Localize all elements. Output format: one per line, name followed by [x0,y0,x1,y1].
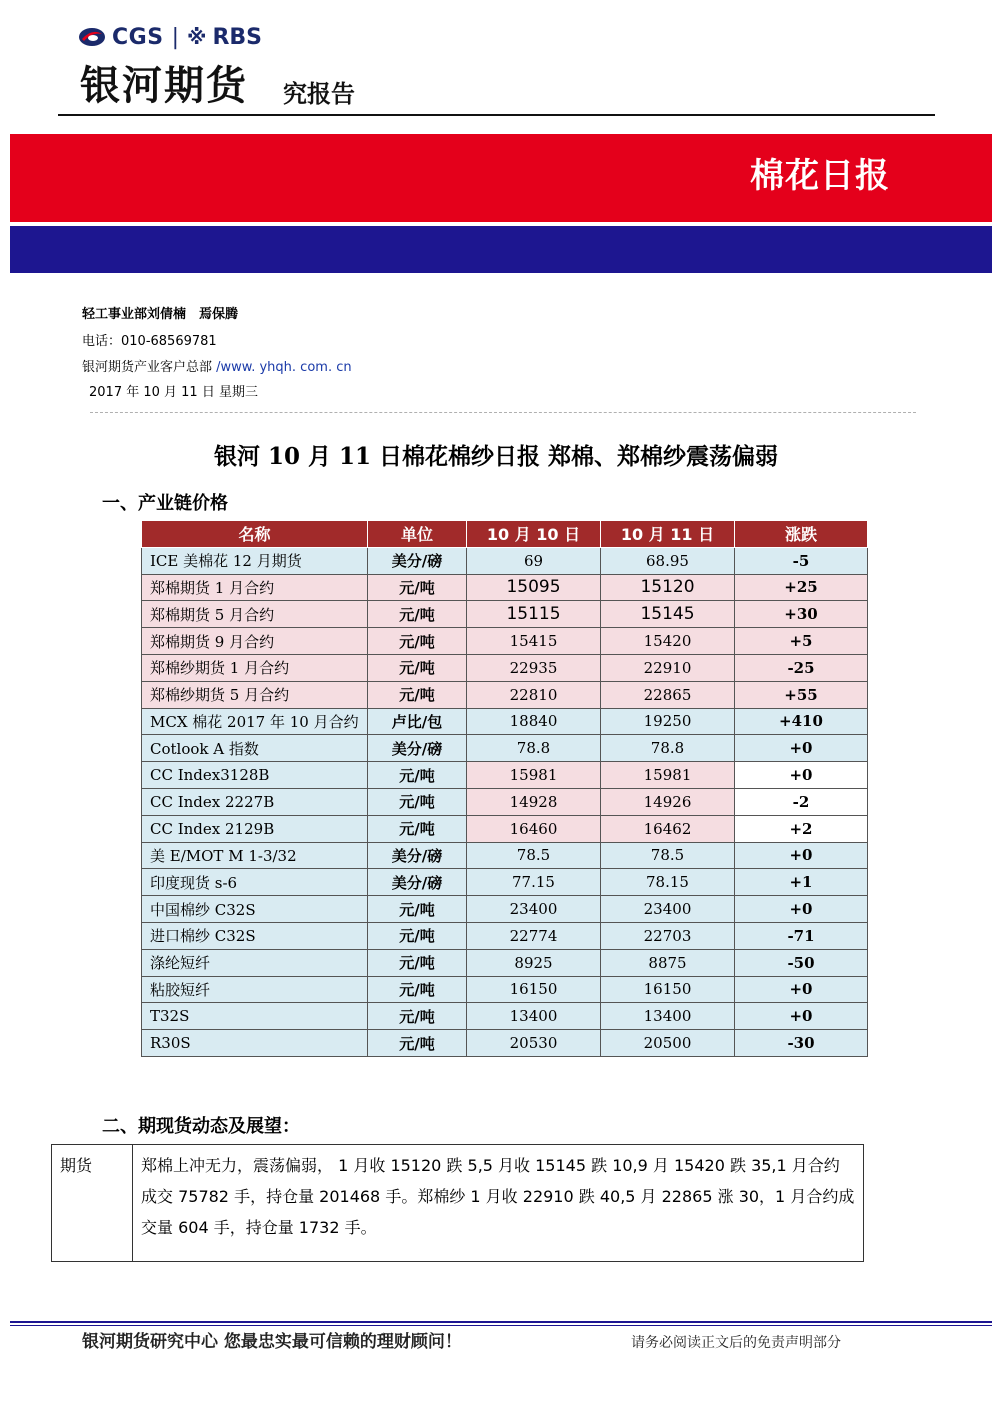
report-date: 2017 年 10 月 11 日 星期三 [89,385,258,400]
cgs-swirl-icon [78,26,106,48]
table-row [142,681,868,708]
company-logo [78,22,262,52]
row-oct10: 22810 [467,681,601,708]
row-oct11: 22865 [601,681,735,708]
col-header-oct11: 10 月 11 日 [601,521,735,548]
row-oct10: 15415 [467,628,601,655]
row-unit: 元/吨 [368,601,467,628]
table-row [142,869,868,896]
author-line: 轻工事业部刘倩楠 焉保腾 [82,307,239,322]
row-oct10: 15095 [467,574,601,601]
row-change: -71 [735,922,868,949]
report-title: 银河 10 月 11 日棉花棉纱日报 郑棉、郑棉纱震荡偏弱 [213,443,779,470]
row-name: 粘胶短纤 [142,976,368,1003]
table-row [142,922,868,949]
row-name: 美 E/MOT M 1-3/32 [142,842,368,869]
row-unit: 元/吨 [368,815,467,842]
row-name: MCX 棉花 2017 年 10 月合约 [142,708,368,735]
table-row [142,574,868,601]
row-change: +0 [735,762,868,789]
table-row [142,547,868,574]
row-unit: 元/吨 [368,762,467,789]
row-unit: 元/吨 [368,922,467,949]
logo-separator: | [171,24,179,50]
row-oct11: 15120 [601,574,735,601]
row-change: +0 [735,976,868,1003]
col-header-oct10: 10 月 10 日 [467,521,601,548]
outlook-label: 期货 [52,1145,133,1262]
col-header-unit: 单位 [368,521,467,548]
col-header-change: 涨跌 [735,521,868,548]
table-row [142,708,868,735]
table-row [142,788,868,815]
row-change: -2 [735,788,868,815]
row-oct10: 78.5 [467,842,601,869]
logo-rbs-text: RBS [212,24,262,50]
brand-name: 银河期货 [80,63,248,109]
row-oct11: 78.5 [601,842,735,869]
row-name: CC Index 2227B [142,788,368,815]
row-change: +5 [735,628,868,655]
row-oct10: 13400 [467,1003,601,1030]
row-oct10: 15981 [467,762,601,789]
row-name: 进口棉纱 C32S [142,922,368,949]
website-link[interactable]: /www. yhqh. com. cn [216,360,352,375]
row-unit: 元/吨 [368,896,467,923]
table-row [142,896,868,923]
row-oct10: 22935 [467,654,601,681]
row-oct10: 14928 [467,788,601,815]
table-row [142,654,868,681]
logo-cgs-text: CGS [112,24,164,50]
row-name: 印度现货 s-6 [142,869,368,896]
row-change: -5 [735,547,868,574]
row-name: 涤纶短纤 [142,949,368,976]
row-unit: 元/吨 [368,574,467,601]
row-change: -50 [735,949,868,976]
row-change: +0 [735,735,868,762]
row-change: +30 [735,601,868,628]
table-row [142,1003,868,1030]
row-name: CC Index3128B [142,762,368,789]
row-oct10: 16150 [467,976,601,1003]
row-name: 中国棉纱 C32S [142,896,368,923]
dashed-divider [90,412,916,413]
row-oct10: 23400 [467,896,601,923]
row-oct11: 14926 [601,788,735,815]
row-oct10: 16460 [467,815,601,842]
row-unit: 元/吨 [368,654,467,681]
row-oct11: 22910 [601,654,735,681]
banner-title: 棉花日报 [750,156,890,196]
row-change: +25 [735,574,868,601]
table-row [142,949,868,976]
row-oct11: 23400 [601,896,735,923]
row-oct11: 15420 [601,628,735,655]
row-oct10: 77.15 [467,869,601,896]
row-name: Cotlook A 指数 [142,735,368,762]
table-row [142,1030,868,1057]
report-type: 究报告 [283,80,355,108]
row-name: 郑棉期货 9 月合约 [142,628,368,655]
table-row [142,815,868,842]
row-name: 郑棉期货 5 月合约 [142,601,368,628]
row-oct11: 16462 [601,815,735,842]
price-table [141,520,868,1057]
row-oct11: 68.95 [601,547,735,574]
footer-divider-thin [10,1325,992,1326]
row-change: +0 [735,896,868,923]
row-oct11: 13400 [601,1003,735,1030]
row-change: +0 [735,1003,868,1030]
table-row [142,842,868,869]
row-unit: 卢比/包 [368,708,467,735]
row-change: +55 [735,681,868,708]
row-change: -30 [735,1030,868,1057]
row-change: +410 [735,708,868,735]
row-oct10: 18840 [467,708,601,735]
row-oct10: 15115 [467,601,601,628]
row-name: T32S [142,1003,368,1030]
footer-divider [10,1321,992,1323]
table-row [142,976,868,1003]
website-line [82,356,352,375]
row-unit: 元/吨 [368,681,467,708]
row-name: 郑棉纱期货 1 月合约 [142,654,368,681]
row-oct10: 22774 [467,922,601,949]
row-unit: 元/吨 [368,628,467,655]
row-unit: 元/吨 [368,1003,467,1030]
row-unit: 元/吨 [368,788,467,815]
row-oct10: 78.8 [467,735,601,762]
row-oct10: 8925 [467,949,601,976]
row-name: 郑棉期货 1 月合约 [142,574,368,601]
row-oct11: 78.8 [601,735,735,762]
row-name: 郑棉纱期货 5 月合约 [142,681,368,708]
table-row [142,735,868,762]
row-unit: 元/吨 [368,1030,467,1057]
section-heading-outlook: 二、期现货动态及展望： [102,1116,300,1137]
row-name: CC Index 2129B [142,815,368,842]
row-oct11: 78.15 [601,869,735,896]
price-table-header [142,521,868,548]
row-oct11: 20500 [601,1030,735,1057]
col-header-name: 名称 [142,521,368,548]
row-oct11: 19250 [601,708,735,735]
row-oct11: 16150 [601,976,735,1003]
table-row [142,601,868,628]
row-oct11: 8875 [601,949,735,976]
row-oct10: 69 [467,547,601,574]
section-heading-prices: 一、产业链价格 [102,493,228,514]
row-unit: 美分/磅 [368,842,467,869]
row-change: +2 [735,815,868,842]
header-divider [58,114,935,116]
row-oct10: 20530 [467,1030,601,1057]
row-name: ICE 美棉花 12 月期货 [142,547,368,574]
phone-line: 电话：010-68569781 [82,334,217,349]
banner-blue [10,226,992,273]
table-row [142,628,868,655]
row-change: +1 [735,869,868,896]
row-unit: 美分/磅 [368,547,467,574]
row-oct11: 15145 [601,601,735,628]
footer-disclaimer-note: 请务必阅读正文后的免责声明部分 [631,1335,841,1351]
row-unit: 元/吨 [368,976,467,1003]
dept-text: 银河期货产业客户总部 [82,360,217,375]
row-unit: 美分/磅 [368,869,467,896]
table-row [142,762,868,789]
row-name: R30S [142,1030,368,1057]
row-change: -25 [735,654,868,681]
row-unit: 美分/磅 [368,735,467,762]
row-change: +0 [735,842,868,869]
row-unit: 元/吨 [368,949,467,976]
outlook-text: 郑棉上冲无力，震荡偏弱， 1 月收 15120 跌 5,5 月收 15145 跌 10,9 月 15420 跌 35,1 月合约成交 75782 手，持仓量 201468 手。郑棉纱 1 月收 22910 跌 40,5 月 22865 涨 30，1 月合约成交量 604 手，持仓量 1732 手。 [133,1145,864,1262]
row-oct11: 15981 [601,762,735,789]
table-row [52,1145,864,1262]
footer-slogan: 银河期货研究中心 您最忠实最可信赖的理财顾问！ [82,1332,462,1352]
row-oct11: 22703 [601,922,735,949]
outlook-table [51,1144,864,1262]
rbs-mark-icon: ※ [186,25,207,49]
